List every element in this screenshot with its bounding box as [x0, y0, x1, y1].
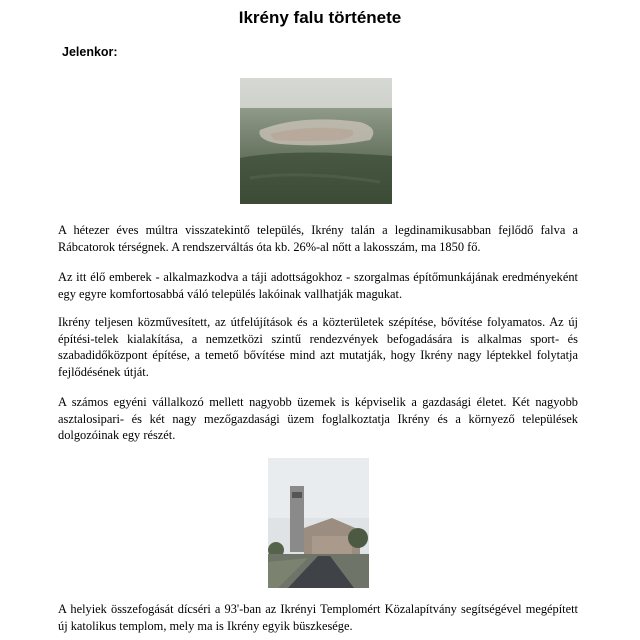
- paragraph-2: Az itt élő emberek - alkalmazkodva a táji adottságokhoz - szorgalmas építőmunkájának eredményeként egy egyre komfortosabbá váló település lakóinak vallhatják magukat.: [58, 270, 578, 301]
- church-photo: [268, 458, 369, 588]
- page-title: Ikrény falu története: [238, 8, 402, 27]
- paragraph-4: A számos egyéni vállalkozó mellett nagyobb üzemek is képviselik a gazdasági életet. Két nagyobb asztalosipari- és két nagy mezőgazdasági üzem foglalkoztatja Ikrény és a környező települések dolgozóinak egy részét.: [58, 395, 578, 442]
- paragraph-3: Ikrény teljesen közművesített, az útfelújítások és a közterületek szépítése, bővítése folyamatos. Az új építési-telek kialakítása, a nemzetközi szintű rendezvények befogadására is alkalmas sport- és szabadidőközpont építése, a temető bővítése mind azt mutatják, hogy Ikrény nagy léptekkel folytatja fejlődésének útját.: [58, 315, 578, 379]
- section-heading: Jelenkor:: [62, 45, 118, 59]
- paragraph-1: A hétezer éves múltra visszatekintő település, Ikrény talán a legdinamikusabban fejlődő falva a Rábcatorok térségnek. A rendszerváltás óta kb. 26%-al nőtt a lakosszám, ma 1850 fő.: [58, 223, 578, 254]
- paragraph-5: A helyiek összefogását dícséri a 93'-ban az Ikrényi Templomért Közalapítvány segítségével megépített új katolikus templom, mely ma is Ikrény egyik büszkesége.: [58, 602, 578, 633]
- aerial-village-photo: [240, 78, 392, 204]
